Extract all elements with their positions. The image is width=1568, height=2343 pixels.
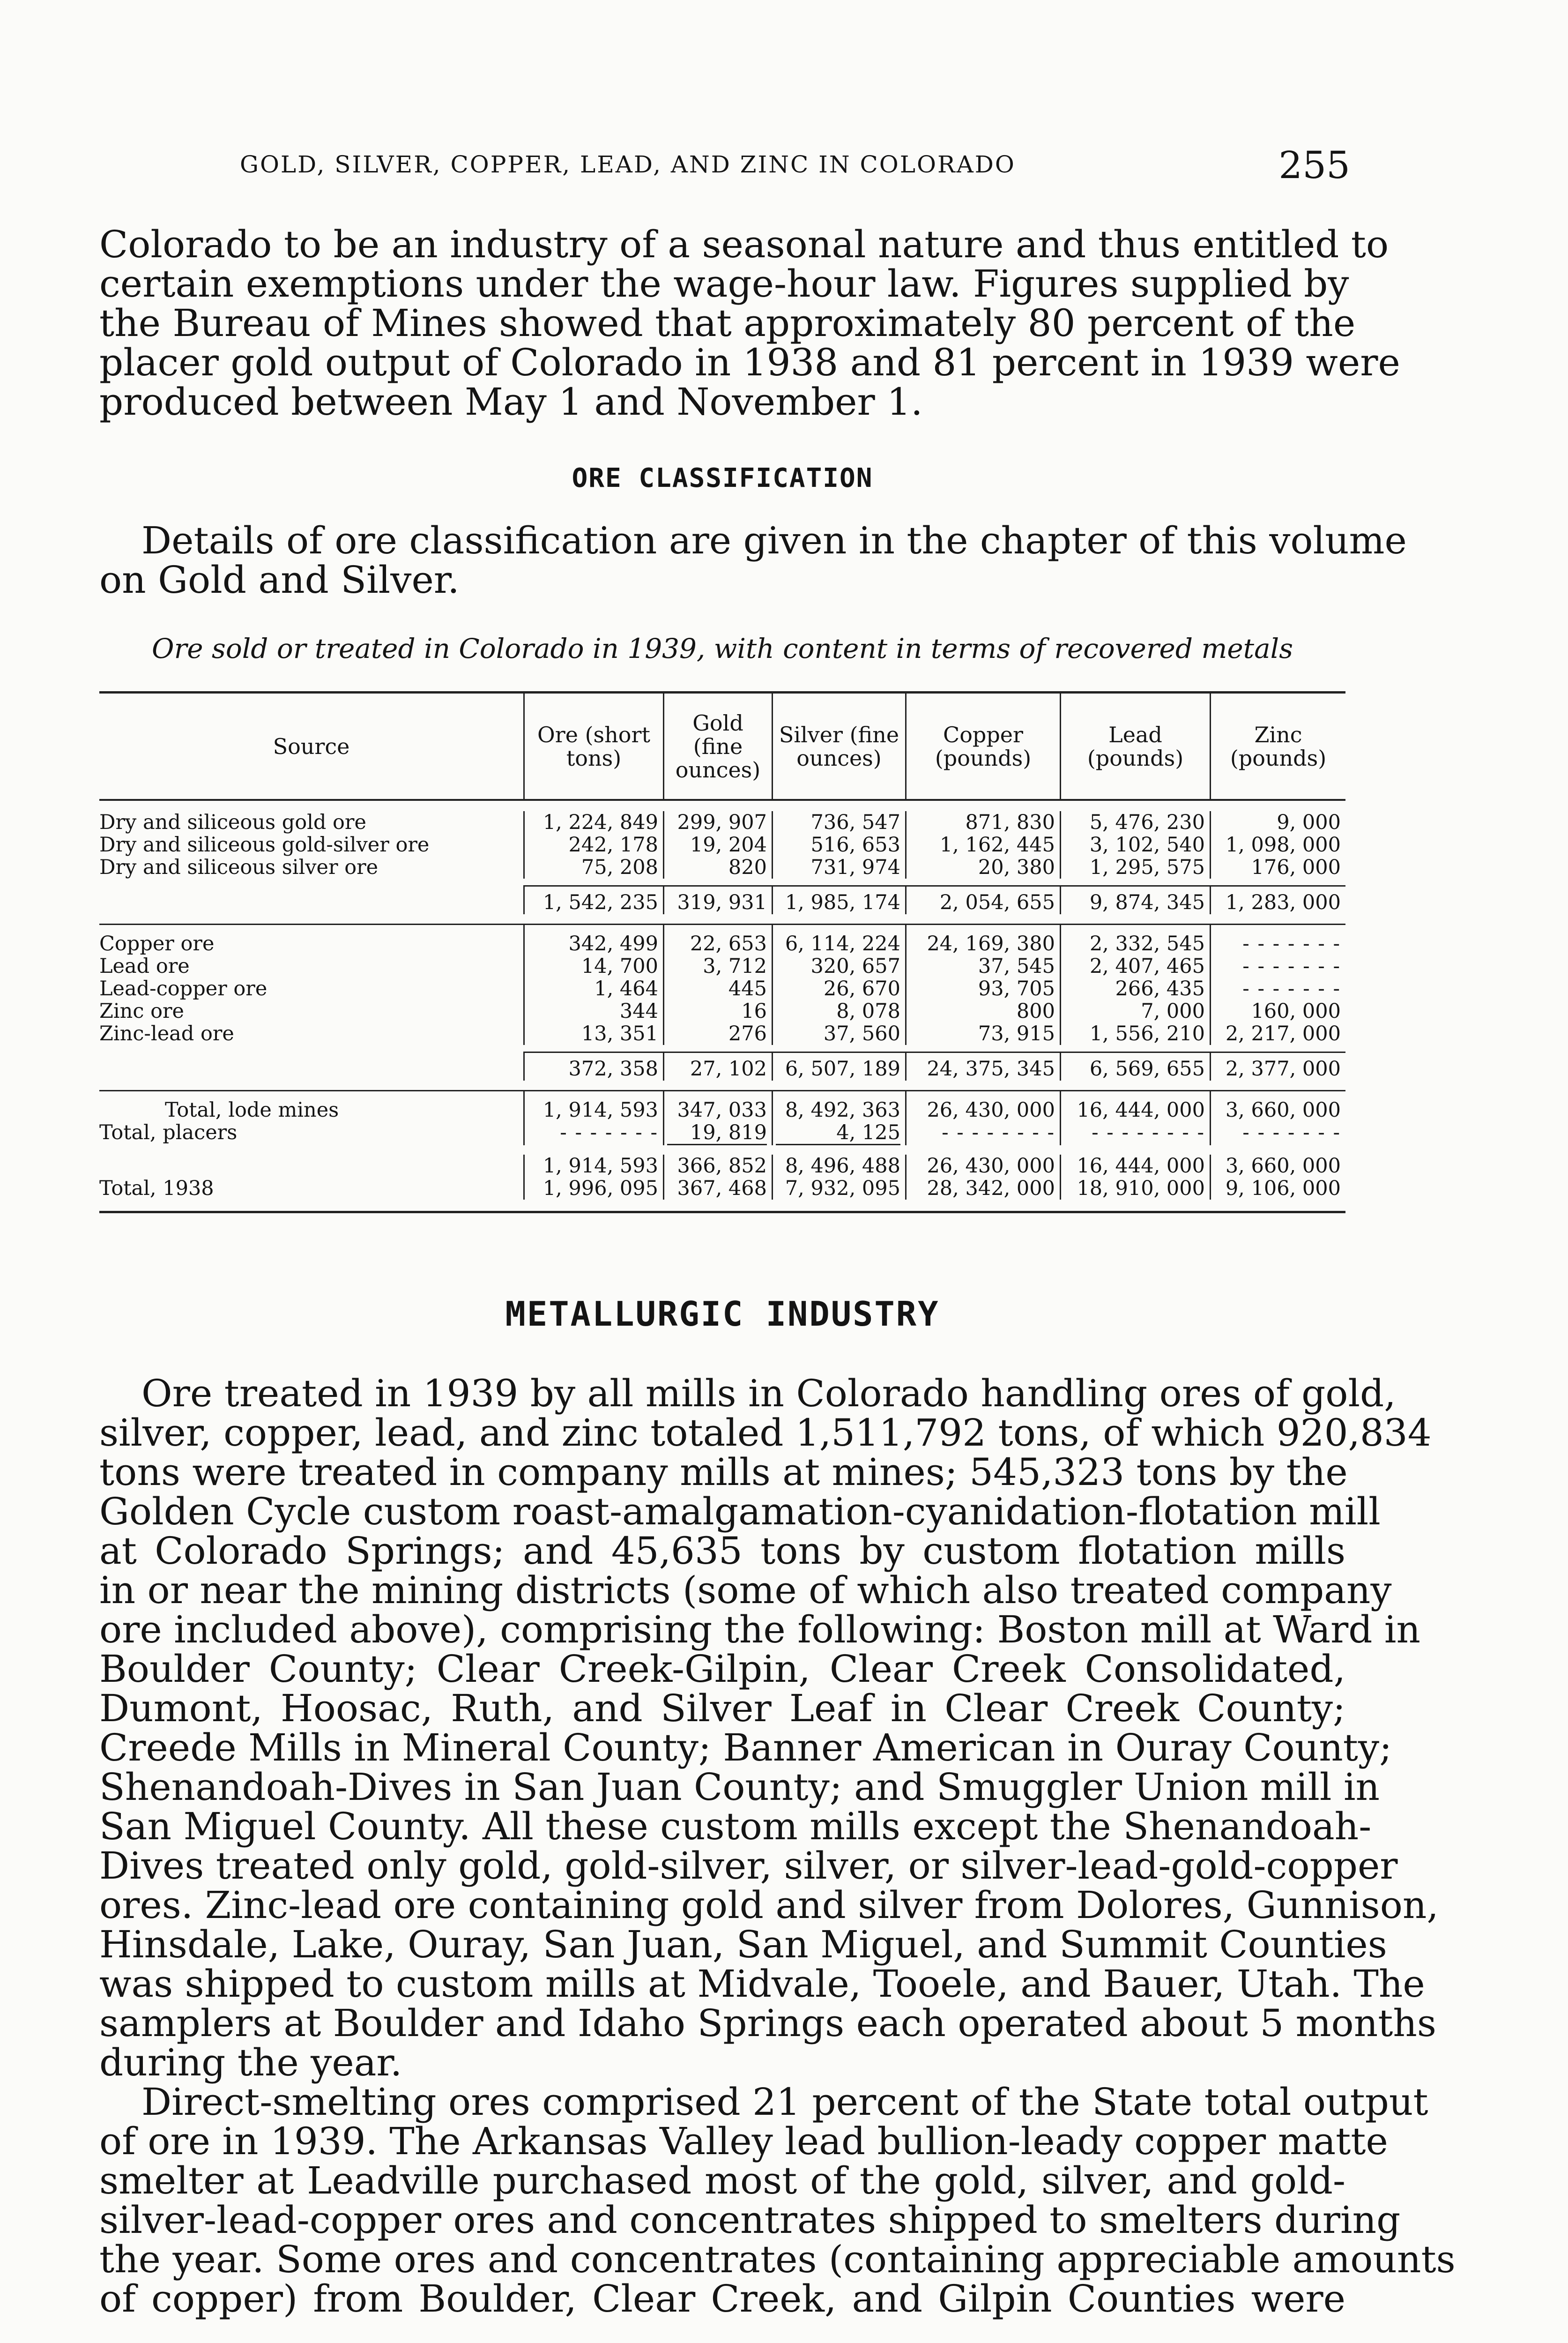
table-cell: 18, 910, 000 (1077, 1177, 1205, 1200)
text-line: San Miguel County. All these custom mills except the Shenandoah- (99, 1805, 1372, 1848)
row-label: Copper ore (99, 933, 215, 955)
table-totals-group (99, 1081, 1345, 1145)
header-silver: Silver (fine ounces) (772, 694, 905, 799)
row-label: Total, placers (99, 1121, 238, 1144)
table-cell: 736, 547 (810, 811, 900, 834)
header-source: Source (273, 733, 350, 759)
row-label: Total, 1938 (99, 1177, 214, 1200)
table-cell: 6, 114, 224 (785, 932, 900, 955)
text-line: certain exemptions under the wage-hour law. Figures supplied by (99, 262, 1349, 306)
empty-cell-leader: - - - - - - - (1242, 932, 1341, 955)
subtotal-cell (772, 885, 905, 914)
table-cell: 1, 556, 210 (1089, 1022, 1205, 1045)
table-cell: 1, 914, 593 (542, 1098, 658, 1122)
table-cell: 1, 464 (594, 977, 658, 1000)
table-cell: 2, 332, 545 (1089, 932, 1205, 955)
table-caption: Ore sold or treated in Colorado in 1939, with content in terms of recovered metals (152, 633, 1293, 664)
copper-column (905, 811, 1060, 879)
table-cell: 299, 907 (677, 811, 767, 834)
lead-column (1060, 811, 1210, 879)
table-cell: 3, 102, 540 (1089, 833, 1205, 857)
table-cell: 16 (741, 1000, 767, 1023)
table-cell: 367, 468 (677, 1177, 767, 1200)
table-cell: 2, 054, 655 (939, 891, 1055, 914)
subtotal-cell (523, 1052, 663, 1081)
label-column (99, 811, 523, 879)
table-cell: 344 (619, 1000, 658, 1023)
table-cell: 160, 000 (1251, 1000, 1341, 1023)
ore-column (523, 924, 663, 1045)
table-cell: 6, 569, 655 (1089, 1057, 1205, 1081)
text-line: ore included above), comprising the following: Boston mill at Ward in (99, 1608, 1421, 1651)
table-cell: 7, 000 (1141, 1000, 1205, 1023)
text-line: at Colorado Springs; and 45,635 tons by custom flotation mills (99, 1529, 1345, 1573)
text-line: Golden Cycle custom roast-amalgamation-cyanidation-flotation mill (99, 1490, 1381, 1533)
intro-paragraph (99, 223, 1400, 424)
text-line: smelter at Leadville purchased most of the gold, silver, and gold- (99, 2159, 1345, 2202)
header-ore: Ore (short tons) (523, 694, 663, 799)
text-line: Ore treated in 1939 by all mills in Colorado handling ores of gold, (141, 1372, 1396, 1415)
table-cell: 22, 653 (690, 932, 767, 955)
text-line: ores. Zinc-lead ore containing gold and silver from Dolores, Gunnison, (99, 1883, 1439, 1927)
text-line: Colorado to be an industry of a seasonal nature and thus entitled to (99, 223, 1389, 266)
table-cell: 73, 915 (978, 1022, 1055, 1045)
silver-column (772, 811, 905, 879)
table-grand-total-group (99, 1145, 1345, 1211)
copper-column (905, 1155, 1060, 1200)
row-label: Total, lode mines (165, 1099, 339, 1121)
metallurgic-paragraph-2 (99, 2080, 1456, 2321)
table-cell: 9, 000 (1277, 811, 1341, 834)
zinc-column (1210, 811, 1345, 879)
table-cell: 13, 351 (581, 1022, 658, 1045)
subtotal-cell (905, 885, 1060, 914)
ore-classification-paragraph-cont (99, 560, 1345, 600)
text-line: Dives treated only gold, gold-silver, silver, or silver-lead-gold-copper (99, 1844, 1398, 1888)
table-cell: 1, 542, 235 (542, 891, 658, 914)
table-cell: 1, 162, 445 (939, 833, 1055, 857)
header-gold: Gold (fine ounces) (663, 694, 772, 799)
table-cell: 266, 435 (1115, 977, 1205, 1000)
table-cell: 1, 914, 593 (542, 1154, 658, 1178)
subtotal-cell (523, 885, 663, 914)
gold-column (663, 1090, 772, 1145)
subtotal-cell (1060, 1052, 1210, 1081)
gold-column (663, 924, 772, 1045)
empty-cell-leader: - - - - - - - - (1092, 1121, 1205, 1144)
table-cell: 4, 125 (776, 1121, 900, 1145)
table-cell: 1, 985, 174 (785, 891, 900, 914)
table-cell: 37, 560 (823, 1022, 900, 1045)
table-cell: 28, 342, 000 (927, 1177, 1055, 1200)
table-cell: 320, 657 (810, 955, 900, 978)
row-label (99, 1155, 519, 1177)
table-cell: 242, 178 (568, 833, 658, 857)
table-cell: 3, 712 (703, 955, 767, 978)
ore-column (523, 1155, 663, 1200)
table-group-siliceous (99, 801, 1345, 879)
text-line: in or near the mining districts (some of which also treated company (99, 1568, 1392, 1612)
table-cell: 27, 102 (690, 1057, 767, 1081)
text-line: Dumont, Hoosac, Ruth, and Silver Leaf in Clear Creek County; (99, 1686, 1345, 1730)
text-line: was shipped to custom mills at Midvale, Tooele, and Bauer, Utah. The (99, 1962, 1425, 2006)
header-zinc: Zinc (pounds) (1210, 694, 1345, 799)
table-cell: 8, 492, 363 (785, 1098, 900, 1122)
subtotal-label-cell (99, 1052, 523, 1081)
text-line: on Gold and Silver. (99, 558, 460, 602)
ore-table (99, 691, 1345, 1213)
text-line: silver-lead-copper ores and concentrates shipped to smelters during (99, 2198, 1401, 2242)
table-cell: 1, 295, 575 (1089, 856, 1205, 879)
metallurgic-paragraph-1 (99, 1372, 1439, 2084)
subtotal-cell (905, 1052, 1060, 1081)
gold-column (663, 1155, 772, 1200)
text-line: placer gold output of Colorado in 1938 and 81 percent in 1939 were (99, 341, 1400, 384)
table-cell: 800 (1016, 1000, 1055, 1023)
zinc-column (1210, 924, 1345, 1045)
ore-classification-paragraph (99, 519, 1407, 562)
text-line: the Bureau of Mines showed that approximately 80 percent of the (99, 301, 1356, 345)
zinc-column (1210, 1090, 1345, 1145)
table-cell: 319, 931 (677, 891, 767, 914)
text-line: Hinsdale, Lake, Ouray, San Juan, San Miguel, and Summit Counties (99, 1923, 1387, 1966)
label-column (99, 924, 523, 1045)
subtotal-cell (663, 885, 772, 914)
row-label: Lead ore (99, 955, 190, 977)
text-line: Shenandoah-Dives in San Juan County; and Smuggler Union mill in (99, 1765, 1380, 1809)
table-subtotal-row (99, 879, 1345, 914)
empty-cell-leader: - - - - - - - (1242, 955, 1341, 978)
subtotal-cell (1060, 885, 1210, 914)
text-line: Direct-smelting ores comprised 21 percent of the State total output (141, 2080, 1428, 2124)
running-title: GOLD, SILVER, COPPER, LEAD, AND ZINC IN COLORADO (240, 151, 1016, 178)
text-line: silver, copper, lead, and zinc totaled 1,511,792 tons, of which 920,834 (99, 1411, 1432, 1455)
table-cell: 75, 208 (581, 856, 658, 879)
gold-column (663, 811, 772, 879)
subtotal-cell (772, 1052, 905, 1081)
header-copper: Copper (pounds) (905, 694, 1060, 799)
text-line: of ore in 1939. The Arkansas Valley lead bullion-leady copper matte (99, 2119, 1388, 2163)
row-label: Dry and siliceous gold-silver ore (99, 834, 430, 856)
table-cell: 871, 830 (965, 811, 1055, 834)
text-line: Boulder County; Clear Creek-Gilpin, Clear Creek Consolidated, (99, 1647, 1345, 1691)
lead-column (1060, 1155, 1210, 1200)
text-line: of copper) from Boulder, Clear Creek, and Gilpin Counties were (99, 2277, 1345, 2321)
empty-cell-leader: - - - - - - - - (942, 1121, 1055, 1144)
table-cell: 342, 499 (568, 932, 658, 955)
table-cell: 7, 932, 095 (785, 1177, 900, 1200)
row-label: Dry and siliceous gold ore (99, 811, 366, 834)
section-heading-metallurgic-industry: METALLURGIC INDUSTRY (505, 1294, 940, 1334)
label-column (99, 1155, 523, 1200)
table-group-base-metal (99, 914, 1345, 1045)
row-label: Zinc-lead ore (99, 1022, 234, 1045)
row-label: Zinc ore (99, 1000, 184, 1022)
table-cell: 9, 874, 345 (1089, 891, 1205, 914)
table-cell: 2, 377, 000 (1225, 1057, 1341, 1081)
table-cell: 372, 358 (568, 1057, 658, 1081)
text-line: Details of ore classification are given in the chapter of this volume (141, 519, 1407, 562)
lead-column (1060, 1090, 1210, 1145)
table-cell: 24, 375, 345 (927, 1057, 1055, 1081)
table-cell: 20, 380 (978, 856, 1055, 879)
table-cell: 9, 106, 000 (1225, 1177, 1341, 1200)
table-cell: 1, 996, 095 (542, 1177, 658, 1200)
table-cell: 37, 545 (978, 955, 1055, 978)
subtotal-cell (1210, 885, 1345, 914)
table-cell: 276 (728, 1022, 767, 1045)
table-cell: 8, 078 (836, 1000, 900, 1023)
table-cell: 3, 660, 000 (1225, 1154, 1341, 1178)
table-cell: 26, 670 (823, 977, 900, 1000)
table-cell: 2, 407, 465 (1089, 955, 1205, 978)
table-cell: 2, 217, 000 (1225, 1022, 1341, 1045)
silver-column (772, 1090, 905, 1145)
page-number: 255 (1278, 143, 1350, 187)
table-cell: 93, 705 (978, 977, 1055, 1000)
empty-cell-leader: - - - - - - - (1242, 1121, 1341, 1144)
table-cell: 820 (728, 856, 767, 879)
text-line: Creede Mills in Mineral County; Banner American in Ouray County; (99, 1726, 1392, 1769)
row-label: Lead-copper ore (99, 977, 268, 1000)
copper-column (905, 924, 1060, 1045)
label-column (99, 1090, 523, 1145)
table-cell: 516, 653 (810, 833, 900, 857)
text-line: the year. Some ores and concentrates (containing appreciable amounts (99, 2238, 1456, 2281)
row-label: Dry and siliceous silver ore (99, 856, 379, 879)
running-head (240, 143, 1350, 188)
copper-column (905, 1090, 1060, 1145)
table-cell: 1, 224, 849 (542, 811, 658, 834)
empty-cell-leader: - - - - - - - (560, 1121, 658, 1144)
table-cell: 1, 098, 000 (1225, 833, 1341, 857)
table-cell: 1, 283, 000 (1225, 891, 1341, 914)
table-cell: 19, 819 (667, 1121, 767, 1145)
zinc-column (1210, 1155, 1345, 1200)
text-line: during the year. (99, 2041, 402, 2084)
table-cell: 366, 852 (677, 1154, 767, 1178)
table-cell: 5, 476, 230 (1089, 811, 1205, 834)
table-cell: 445 (728, 977, 767, 1000)
subtotal-cell (1210, 1052, 1345, 1081)
table-cell: 19, 204 (690, 833, 767, 857)
table-cell: 8, 496, 488 (785, 1154, 900, 1178)
silver-column (772, 924, 905, 1045)
table-cell: 16, 444, 000 (1077, 1098, 1205, 1122)
table-cell: 6, 507, 189 (785, 1057, 900, 1081)
header-lead: Lead (pounds) (1060, 694, 1210, 799)
empty-cell-leader: - - - - - - - (1242, 977, 1341, 1000)
table-header-row (99, 694, 1345, 801)
silver-column (772, 1155, 905, 1200)
table-cell: 3, 660, 000 (1225, 1098, 1341, 1122)
subtotal-cell (663, 1052, 772, 1081)
table-cell: 26, 430, 000 (927, 1154, 1055, 1178)
table-cell: 176, 000 (1251, 856, 1341, 879)
table-cell: 26, 430, 000 (927, 1098, 1055, 1122)
subtotal-label-cell (99, 885, 523, 914)
table-cell: 14, 700 (581, 955, 658, 978)
ore-column (523, 811, 663, 879)
text-line: tons were treated in company mills at mines; 545,323 tons by the (99, 1450, 1348, 1494)
text-line: samplers at Boulder and Idaho Springs each operated about 5 months (99, 2001, 1436, 2045)
table-subtotal-row (99, 1045, 1345, 1081)
lead-column (1060, 924, 1210, 1045)
table-cell: 24, 169, 380 (927, 932, 1055, 955)
section-heading-ore-classification: ORE CLASSIFICATION (572, 463, 873, 493)
ore-column (523, 1090, 663, 1145)
table-cell: 731, 974 (810, 856, 900, 879)
text-line: produced between May 1 and November 1. (99, 380, 923, 424)
table-cell: 347, 033 (677, 1098, 767, 1122)
table-cell: 16, 444, 000 (1077, 1154, 1205, 1178)
